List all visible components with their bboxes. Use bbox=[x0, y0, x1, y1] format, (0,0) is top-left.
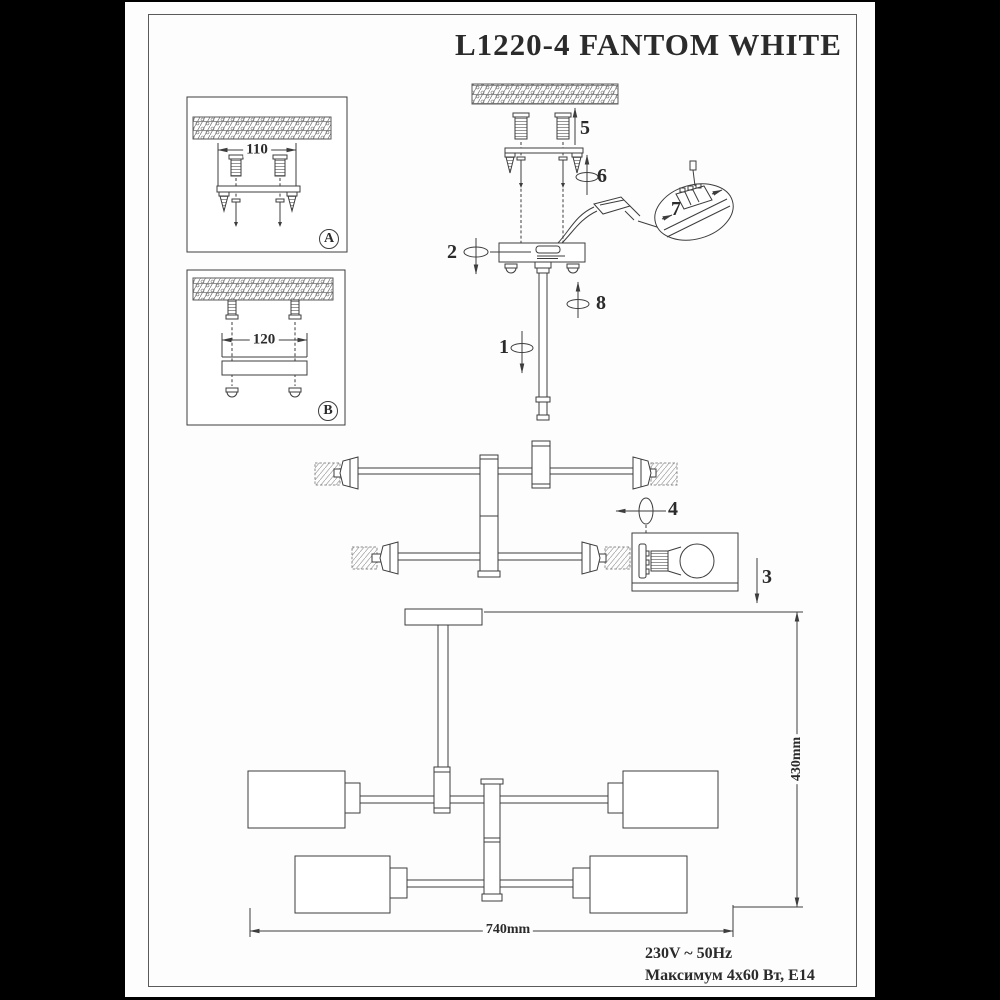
arm-assembly bbox=[315, 441, 757, 603]
step-5-label: 5 bbox=[580, 117, 590, 139]
step-3-label: 3 bbox=[762, 566, 772, 588]
lamp-socket bbox=[633, 457, 677, 489]
ceiling-hatch bbox=[193, 117, 331, 139]
step-8-label: 8 bbox=[596, 292, 606, 314]
downrod bbox=[535, 262, 551, 420]
screwdriver-icon bbox=[690, 161, 696, 186]
lampshade bbox=[295, 856, 407, 913]
lamp-socket bbox=[352, 542, 398, 574]
step-1-label: 1 bbox=[499, 336, 509, 358]
width-dimension-label: 740mm bbox=[483, 923, 533, 937]
step-7-label: 7 bbox=[671, 198, 681, 220]
lampshade bbox=[608, 771, 718, 828]
product-title: L1220-4 FANTOM WHITE bbox=[455, 27, 842, 62]
electrical-specs bbox=[645, 944, 815, 988]
step-1-rotate bbox=[511, 331, 533, 373]
lamp-socket bbox=[582, 542, 630, 574]
height-dimension-label: 430mm bbox=[790, 734, 804, 784]
ceiling-plate bbox=[405, 609, 482, 625]
detail-b-badge: B bbox=[318, 401, 338, 421]
step-4-label: 4 bbox=[668, 498, 678, 520]
dimension-110-label: 110 bbox=[243, 143, 271, 158]
ceiling-hatch bbox=[193, 278, 333, 300]
dimension-120-label: 120 bbox=[250, 333, 279, 348]
lampshade bbox=[573, 856, 687, 913]
lamp-socket bbox=[315, 457, 358, 489]
ceiling-hatch bbox=[472, 84, 618, 104]
central-column bbox=[478, 455, 500, 577]
step-2-label: 2 bbox=[447, 241, 457, 263]
mounting-screws bbox=[505, 153, 582, 188]
lower-column bbox=[481, 779, 503, 901]
step-2-rotate bbox=[464, 238, 488, 274]
detail-box-a bbox=[187, 97, 347, 252]
detail-box-b bbox=[187, 270, 345, 425]
mounting-bracket bbox=[222, 361, 307, 375]
mounting-bar bbox=[505, 148, 583, 153]
lamp-overview bbox=[248, 609, 803, 937]
mounting-bar bbox=[217, 186, 300, 192]
step-8-rotate bbox=[567, 282, 589, 318]
step-6-label: 6 bbox=[597, 165, 607, 187]
step-4-rotate bbox=[616, 498, 666, 533]
lampshade bbox=[248, 771, 360, 828]
wire-connector bbox=[594, 197, 630, 214]
terminal-detail-ellipse bbox=[648, 161, 740, 249]
voltage-spec: 230V ~ 50Hz bbox=[645, 945, 733, 962]
supply-wire bbox=[558, 197, 660, 243]
upper-column bbox=[434, 767, 450, 813]
hanger-bracket bbox=[532, 441, 550, 488]
wall-anchor bbox=[513, 113, 571, 139]
bulb-box bbox=[632, 533, 738, 591]
max-lamp-spec: Максимум 4x60 Вт, E14 bbox=[645, 967, 815, 985]
detail-a-badge: A bbox=[319, 229, 339, 249]
mounting-assembly bbox=[464, 84, 740, 420]
downrod bbox=[438, 625, 448, 769]
